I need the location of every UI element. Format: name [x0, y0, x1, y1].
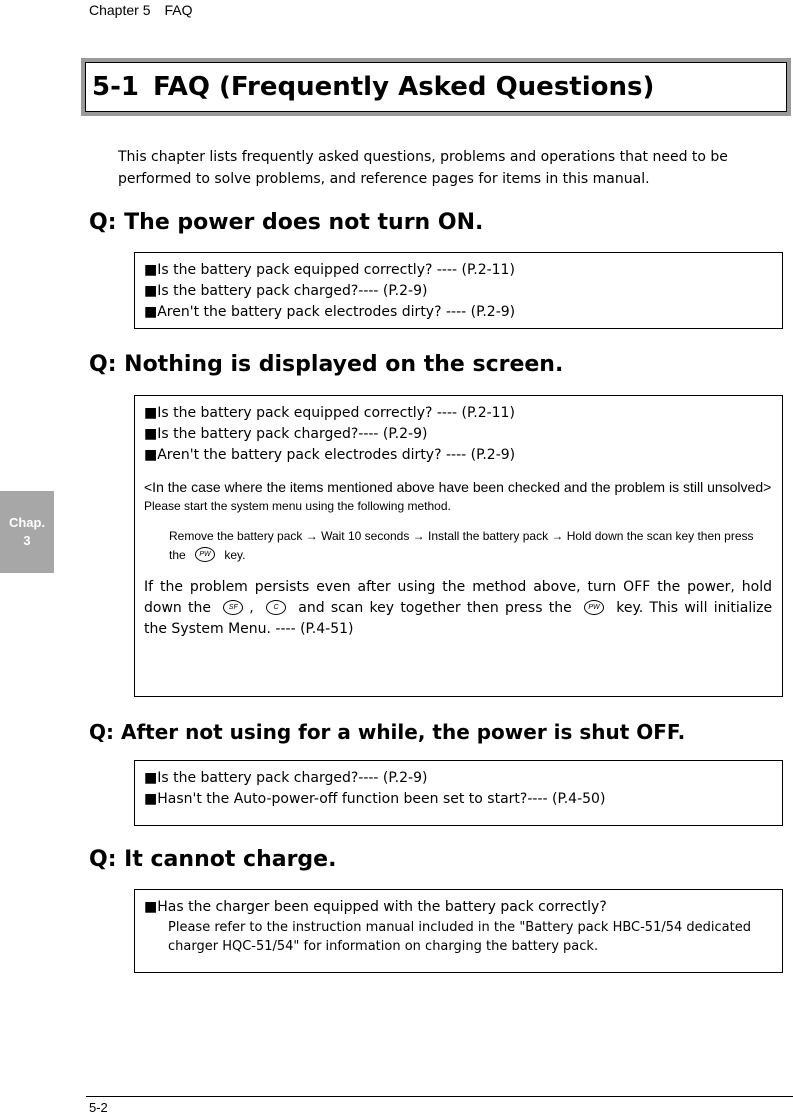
answer-box-power-shut-off — [134, 760, 783, 826]
persist-text-3: key. This will initialize the System Menu. ---- (P.4-51) — [144, 600, 773, 637]
answer-item: ■Is the battery pack equipped correctly? ---- (P.2-11) — [144, 262, 515, 278]
section-number: 5-1 — [92, 72, 139, 102]
chapter-header: Chapter 5 FAQ — [89, 2, 193, 18]
start-system-menu-note: Please start the system menu using the following method. — [144, 499, 451, 513]
answer-box-cannot-charge — [134, 889, 783, 973]
unsolved-note: <In the case where the items mentioned above have been checked and the problem is still unsolved> — [144, 479, 772, 495]
footer-divider — [86, 1096, 793, 1097]
persist-comma: , — [249, 600, 254, 616]
charger-manual-reference: Please refer to the instruction manual included in the "Battery pack HBC-51/54 dedicated charger HQC-51/54" for information on charging the battery pack. — [168, 920, 751, 954]
question-power-shut-off: Q: After not using for a while, the power is shut OFF. — [89, 720, 686, 744]
procedure-text: Remove the battery pack → Wait 10 seconds → Install the battery pack → Hold down the scan key then press the — [169, 529, 754, 562]
answer-box-power-not-on — [134, 252, 783, 329]
section-title-box — [81, 58, 791, 116]
persist-text: If the problem persists even after using the method above, turn OFF the power, hold down the — [144, 579, 772, 616]
sf-key-icon: SF — [223, 600, 243, 615]
initialize-instructions — [144, 577, 772, 640]
answer-item: ■Is the battery pack charged?---- (P.2-9) — [144, 770, 428, 786]
answer-item: ■Has the charger been equipped with the battery pack correctly? — [144, 899, 607, 915]
answer-item: ■Hasn't the Auto-power-off function been set to start?---- (P.4-50) — [144, 791, 606, 807]
c-key-icon: C — [266, 600, 286, 615]
section-title — [85, 62, 787, 112]
pw-key-icon: PW — [195, 547, 215, 562]
answer-item: ■Aren't the battery pack electrodes dirty? ---- (P.2-9) — [144, 447, 516, 463]
question-nothing-displayed: Q: Nothing is displayed on the screen. — [89, 352, 564, 377]
answer-item: ■Is the battery pack equipped correctly? ---- (P.2-11) — [144, 405, 515, 421]
section-title-text: FAQ (Frequently Asked Questions) — [152, 72, 655, 102]
intro-paragraph: This chapter lists frequently asked questions, problems and operations that need to be performed to solve problems, and reference pages for items in this manual. — [118, 149, 728, 187]
chapter-side-tab — [0, 491, 54, 573]
side-tab-label: Chap. — [8, 515, 46, 530]
side-tab-number: 3 — [23, 533, 31, 548]
question-cannot-charge: Q: It cannot charge. — [89, 847, 337, 872]
answer-item: ■Is the battery pack charged?---- (P.2-9) — [144, 426, 428, 442]
persist-text-2: and scan key together then press the — [298, 600, 572, 616]
pw-key-icon: PW — [584, 600, 604, 615]
answer-item: ■Is the battery pack charged?---- (P.2-9) — [144, 283, 428, 299]
procedure-text-end: key. — [224, 548, 246, 562]
answer-item: ■Aren't the battery pack electrodes dirty? ---- (P.2-9) — [144, 304, 516, 320]
answer-box-nothing-displayed — [134, 395, 783, 697]
restart-procedure — [169, 527, 772, 565]
page-number: 5-2 — [89, 1100, 108, 1115]
question-power-not-on: Q: The power does not turn ON. — [89, 210, 484, 235]
